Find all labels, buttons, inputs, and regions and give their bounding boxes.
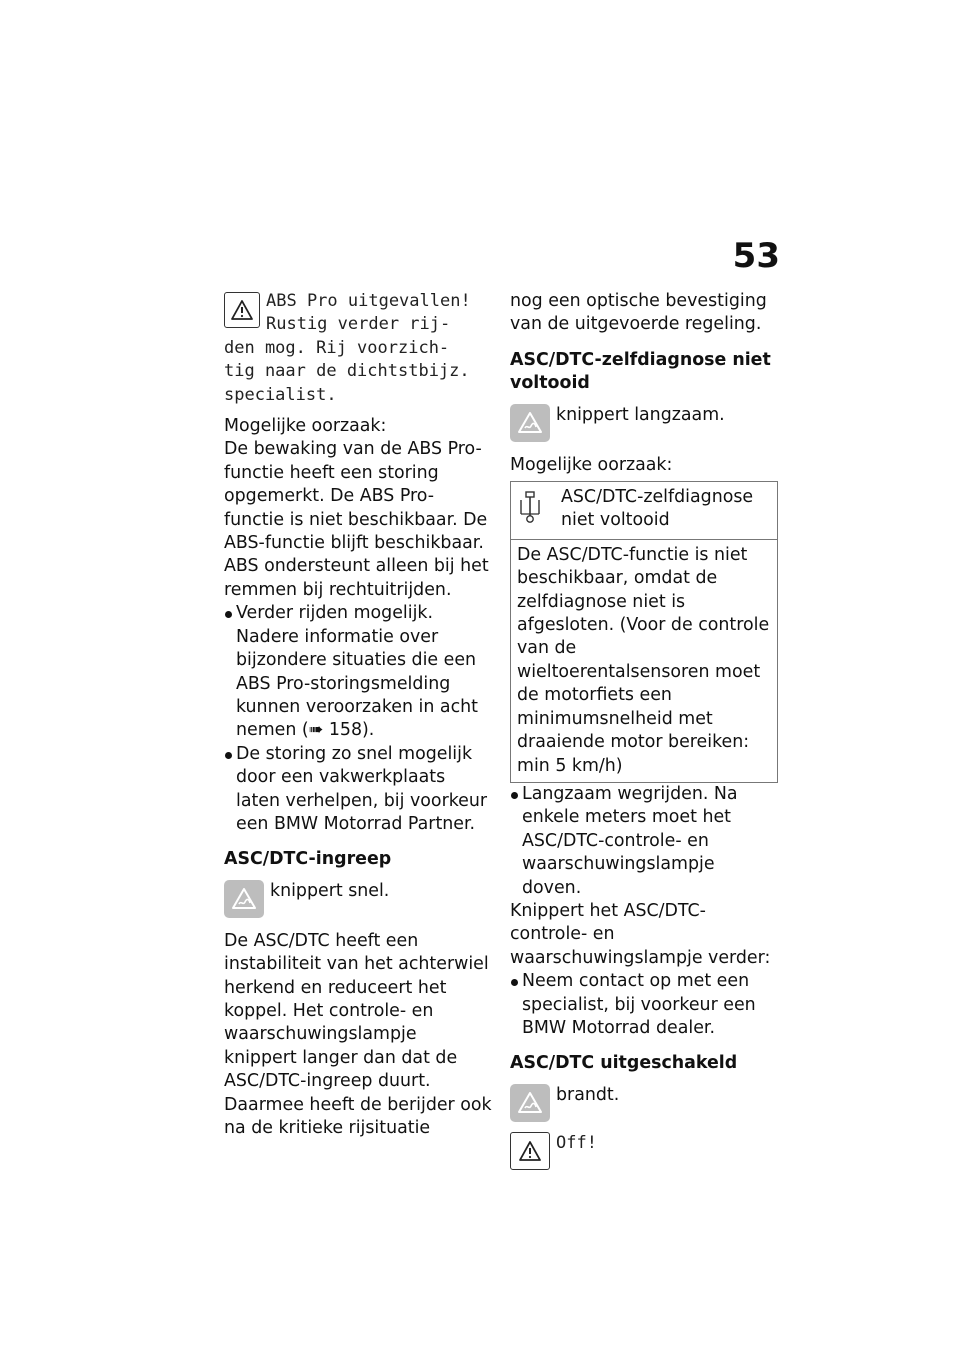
abs-warning-line: den mog. Rij voorzich-	[224, 337, 450, 358]
right-column	[510, 290, 778, 1172]
abs-warning-line: specialist.	[224, 384, 337, 405]
asc-intervention-heading: ASC/DTC-ingreep	[224, 849, 392, 870]
asc-intervention-status: knippert snel.	[270, 880, 390, 901]
asc-warning-lamp-icon	[224, 880, 264, 918]
asc-warning-lamp-icon	[510, 1084, 550, 1122]
asc-intervention-text: De ASC/DTC heeft een instabiliteit van het achterwiel herkend en reduceert het koppel. Het controle- en waarschuwingslampje knippert langer dan dat de ASC/DTC-ingreep duurt. Daarmee heeft de berijder ook na de kritieke rijsituatie	[224, 930, 492, 1138]
abs-warning-line: ABS Pro uitgevallen!	[266, 291, 471, 311]
left-column	[224, 290, 492, 1140]
still-flashing-text: Knippert het ASC/DTC-controle- en waarschuwingslampje verder:	[510, 900, 771, 968]
asc-off-display: Off!	[556, 1132, 597, 1153]
abs-warning-line: Rustig verder rij-	[266, 314, 451, 335]
selfdiag-bullet-list	[510, 783, 778, 900]
cause-table-body: De ASC/DTC-functie is niet beschikbaar, omdat de zelfdiagnose niet is afgesloten. (Voor de controle van de wieltoerentalsensoren moet de motorfiets een minimumsnelheid met draaiende motor bereiken: min 5 km/h)	[517, 544, 770, 776]
arrow-reference-icon: ➠	[308, 720, 329, 741]
warning-triangle-icon	[224, 292, 260, 328]
wrench-icon	[517, 486, 561, 533]
selfdiag-status: knippert langzaam.	[556, 404, 725, 425]
possible-cause-label: Mogelijke oorzaak:	[224, 416, 387, 437]
possible-cause-label: Mogelijke oorzaak:	[510, 454, 673, 475]
abs-cause-text: De bewaking van de ABS Pro-functie heeft een storing opgemerkt. De ABS Pro-functie is niet beschikbaar. De ABS-functie blijft beschikbaar. ABS ondersteunt alleen bij het remmen bij rechtuitrijden.	[224, 439, 489, 600]
asc-off-status: brandt.	[556, 1084, 620, 1105]
continuation-text: nog een optische bevestiging van de uitgevoerde regeling.	[510, 291, 767, 335]
dealer-bullet-list	[510, 970, 778, 1040]
page-number: 53	[732, 236, 780, 276]
abs-bullet-list	[224, 602, 492, 836]
list-item: De storing zo snel mogelijk door een vakwerkplaats laten verhelpen, bij voorkeur een BMW Motorrad Partner.	[224, 743, 492, 837]
list-item: Neem contact op met een specialist, bij voorkeur een BMW Motorrad dealer.	[510, 970, 778, 1040]
selfdiag-status-row	[510, 402, 778, 444]
abs-warning-message	[224, 290, 492, 407]
cause-table-title: ASC/DTC-zelfdiagnose niet voltooid	[561, 487, 754, 531]
asc-off-display-row	[510, 1130, 778, 1172]
warning-triangle-icon	[510, 1132, 550, 1170]
asc-intervention-status-row	[224, 878, 492, 920]
asc-off-status-row	[510, 1082, 778, 1124]
list-item: Verder rijden mogelijk. Nadere informatie over bijzondere situaties die een ABS Pro-storingsmelding kunnen veroorzaken in acht nemen (➠ 158).	[224, 602, 492, 742]
cause-table	[510, 481, 778, 783]
page-reference: 158).	[328, 720, 375, 741]
abs-warning-line: tig naar de dichtstbijz.	[224, 361, 470, 382]
cause-table-header	[511, 482, 777, 540]
selfdiag-heading: ASC/DTC-zelfdiagnose niet voltooid	[510, 349, 771, 394]
asc-off-heading: ASC/DTC uitgeschakeld	[510, 1053, 738, 1074]
asc-warning-lamp-icon	[510, 404, 550, 442]
list-item: Langzaam wegrijden. Na enkele meters moet het ASC/DTC-controle- en waarschuwingslampje doven.	[510, 783, 778, 900]
